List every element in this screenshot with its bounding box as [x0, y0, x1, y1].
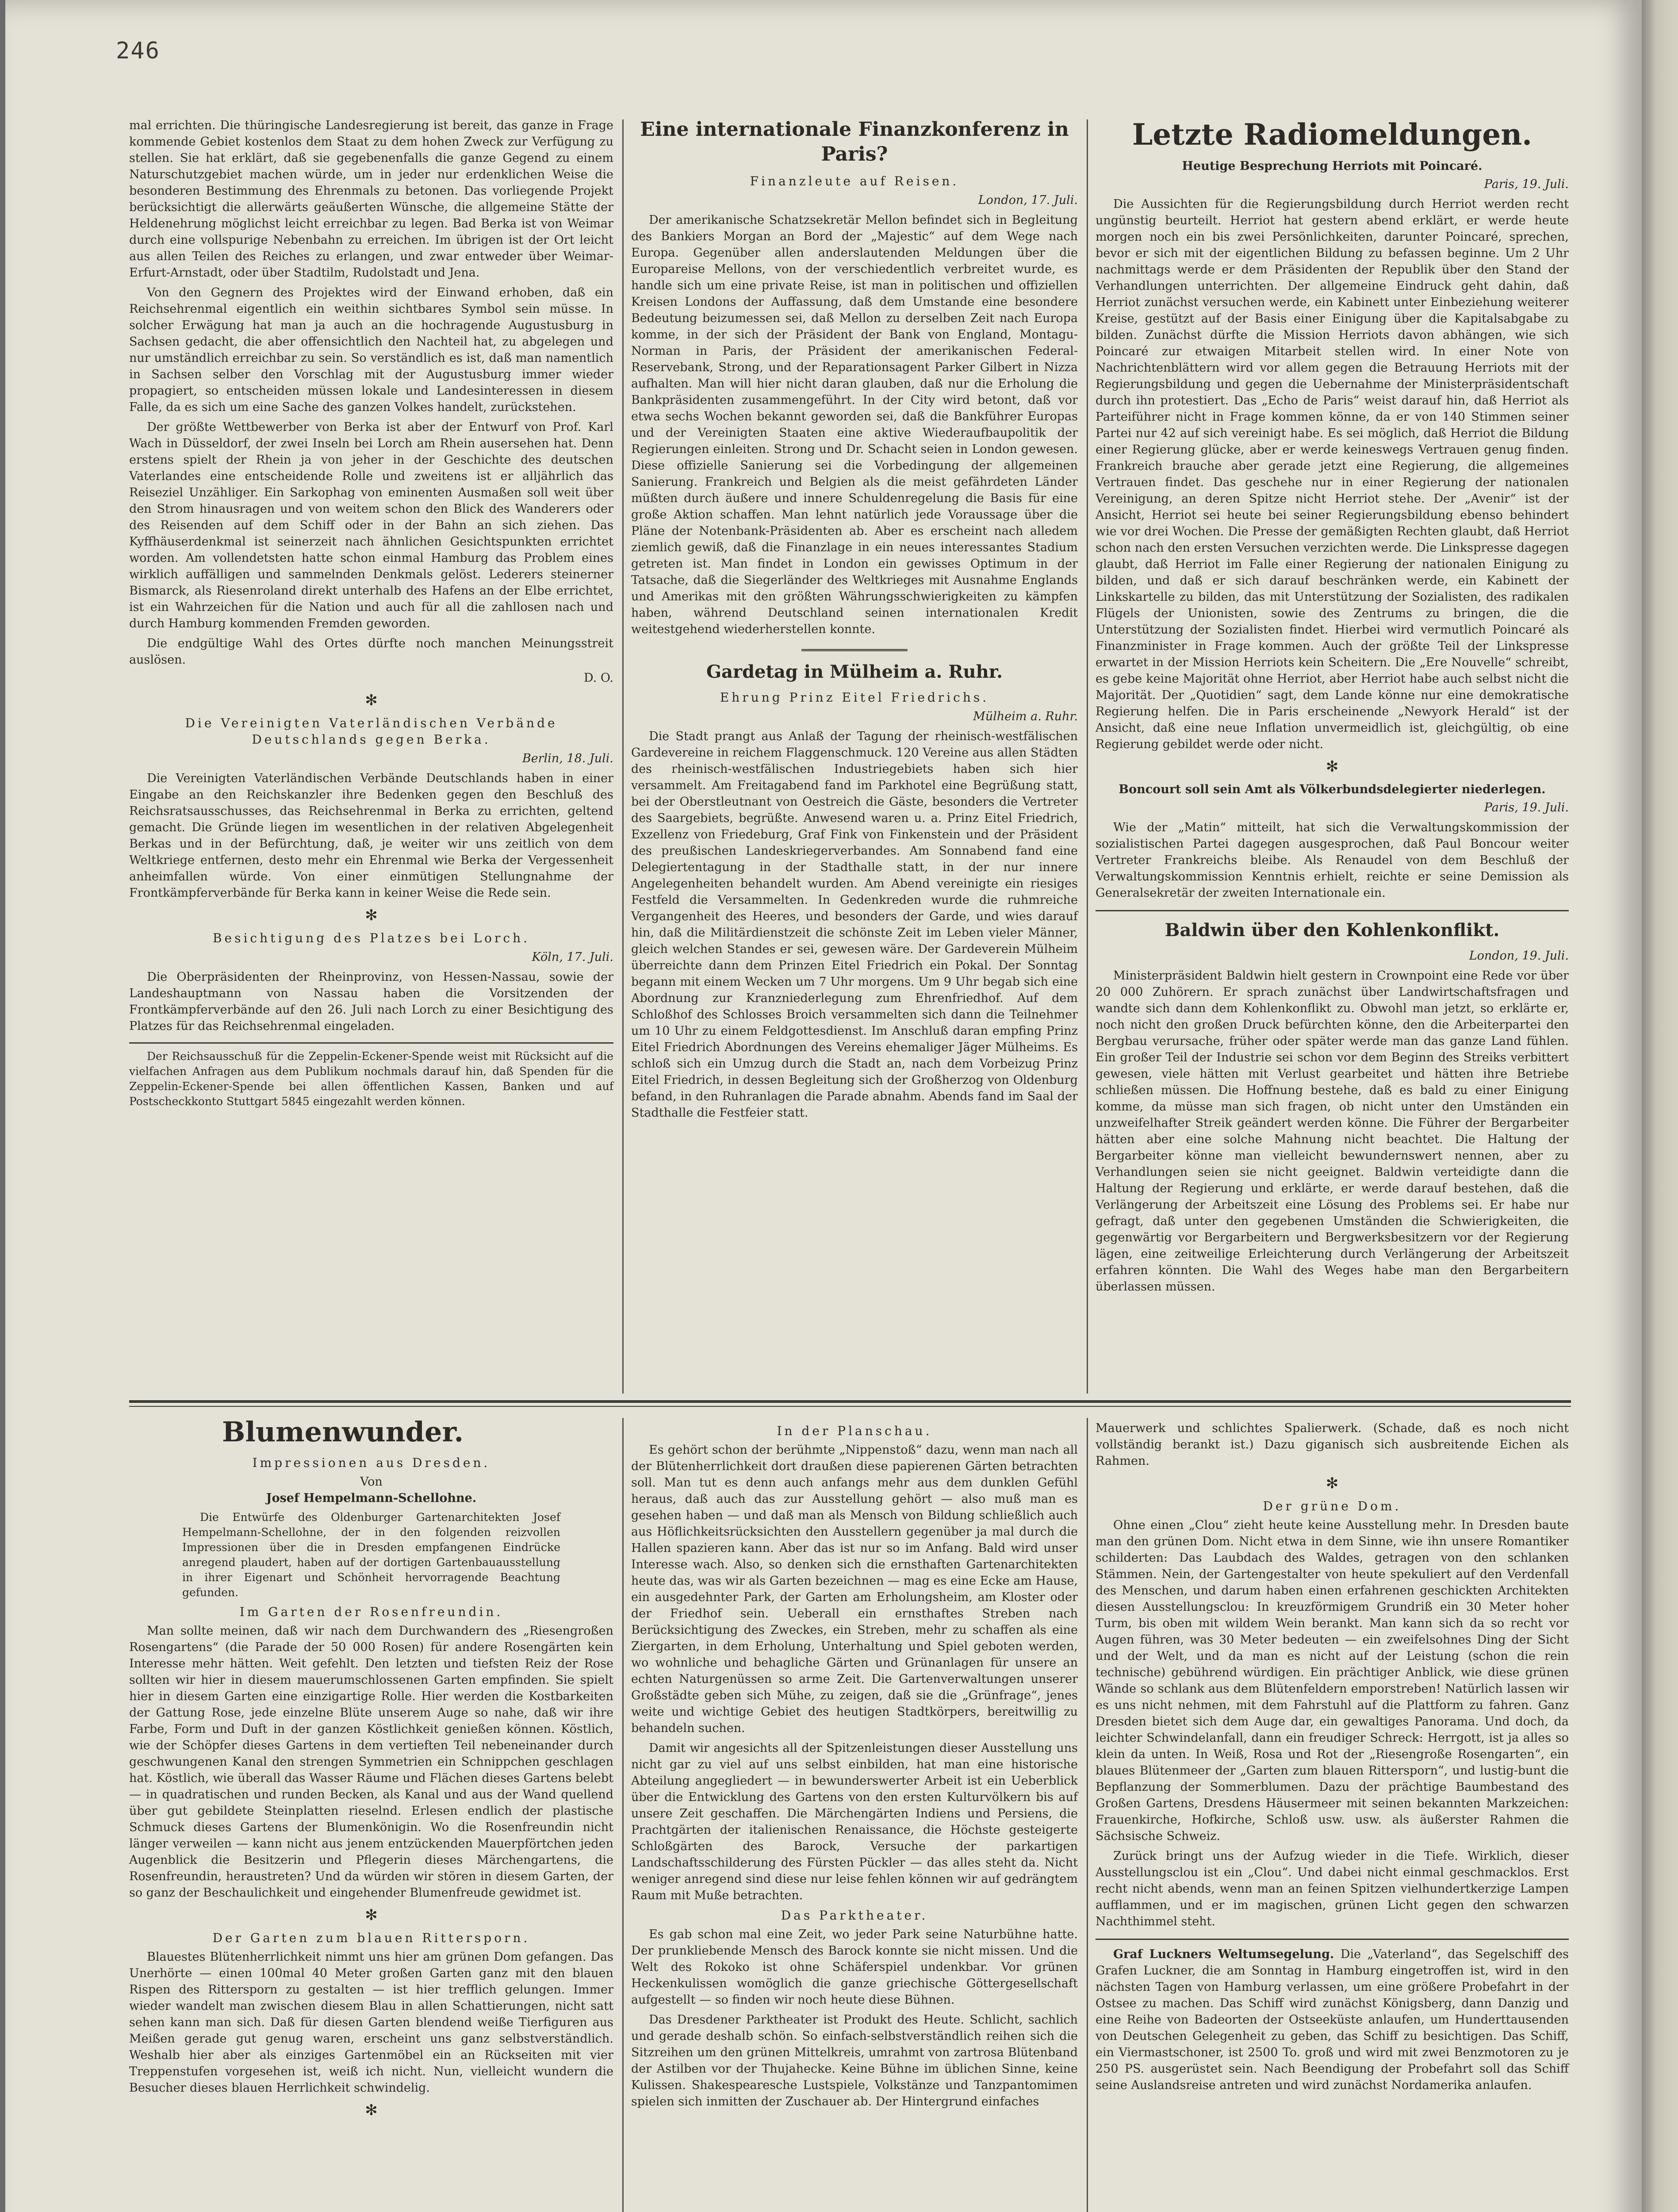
- subheadline: Boncourt soll sein Amt als Völkerbundsdelegierter niederlegen.: [1119, 783, 1546, 796]
- section-heading: Das Parktheater.: [781, 1908, 928, 1923]
- column-rule: [1087, 1418, 1088, 2212]
- paragraph: mal errichten. Die thüringische Landesregierung ist bereit, das ganze in Frage kommende Gebiet kostenlos dem Staat zu dem hohen Zweck zur Verfügung zu stellen. Sie hat erklärt, daß sie gegebenenfalls die ganze Gegend zu einem Naturschutzgebiet machen würde, um in jeder nur erdenklichen Weise die besonderen Bestimmung des Ehrenmals zu betonen. Das vorliegende Projekt berücksichtigt die allerwärts geäußerten Wünsche, die allgemeine Stätte der Heldenehrung möglichst leicht erreichbar zu legen. Bad Berka ist von Weimar durch eine vollspurige Nebenbahn zu erreichen. Im übrigen ist der Ort leicht aus allen Teilen des Reiches zu erlangen, und zwar entweder über Weimar-Erfurt-Arnstadt, oder über Stadtilm, Rudolstadt und Jena.: [129, 119, 613, 280]
- column-rule: [622, 119, 624, 1394]
- paragraph: Die Aussichten für die Regierungsbildung durch Herriot werden recht ungünstig beurteilt. Herriot hat gestern abend erklärt, er werde heute morgen noch ein bis zwei Persönlichkeiten, darunter Poincaré, sprechen, bevor er sich mit der eigentlichen Bildung zu befassen beginne. Um 2 Uhr nachmittags werde er dem Präsidenten der Republik über den Stand der Verhandlungen unterrichten. Der allgemeine Eindruck geht dahin, daß Herriot zunächst versuchen werde, ein Kabinett unter Einbeziehung weiterer Kreise, gestützt auf der Basis einer Einigung über die Kapitalsabgabe zu bilden. Zunächst dürfte die Mission Herriots davon abhängen, wie sich Poincaré zur etwaigen Mitarbeit stellen wird. In einer Note von Nachrichtenblättern wird vor allem gegen die Betrauung Herriots mit der Regierungsbildung und gegen die Uebernahme der Ministerpräsidentschaft durch ihn protestiert. Das „Echo de Paris“ weist darauf hin, daß Herriot als Parteiführer nicht in Frage kommen könne, da er von 140 Stimmen seiner Partei nur 42 auf sich vereinigt habe. Es sei möglich, daß Herriot die Bildung einer Regierung glücke, aber er werde keineswegs Vertrauen genug finden. Frankreich brauche aber gerade jetzt eine Regierung, die allgemeines Vertrauen findet. Das geschehe nur in einer Regierung der nationalen Vereinigung, an deren Spitze nicht Herriot stehe. Der „Avenir“ ist der Ansicht, Herriot sei heute bei seiner Regierungsbildung ebenso behindert wie vor drei Wochen. Die Presse der gemäßigten Rechten glaubt, daß Herriot schon nach den ersten Versuchen verzichten werde. Die Linkspresse dagegen glaubt, daß Herriot im Falle einer Regierung der nationalen Einigung zu bilden, und daß er sich darauf beschränken werde, ein Kabinett der Linkskartelle zu bilden, das mit Unterstützung der Sozialisten, des radikalen Flügels der Unionisten, sowie des Zentrums zu bringen, die die Unterstützung der Sozialisten findet. Hierbei wird vermutlich Poincaré als Finanzminister in Frage kommen. Auch der größte Teil der Linkspresse erwartet in der Mission Herriots kein Scheitern. Die „Ere Nouvelle“ schreibt, es gebe keine Majorität ohne Herriot, aber Herriot habe auch selbst nicht die Majorität. Der „Quotidien“ sagt, dem Lande könne nur eine demokratische Regierung helfen. Die in Paris erscheinende „Newyork Herald“ ist der Ansicht, daß eine neue Inflation unvermeidlich ist, gleichgültig, ob eine Regierung gebildet werde oder nicht.: [1096, 197, 1569, 751]
- dateline: Köln, 17. Juli.: [532, 950, 613, 964]
- intro: Die Entwürfe des Oldenburger Gartenarchitekten Josef Hempelmann-Schellohne, der in den folgenden reizvollen Impressionen über die in Dresden empfangenen Eindrücke anregend plaudert, haben auf der dortigen Gartenbauausstellung in ihrer Eigenart und Schönheit hervorragende Beachtung gefunden.: [182, 1511, 560, 1599]
- dateline: London, 19. Juli.: [1469, 949, 1569, 963]
- subheadline: Finanzleute auf Reisen.: [750, 174, 959, 188]
- separator-star: ✻: [1326, 758, 1339, 776]
- headline: Eine internationale Finanzkonferenz in Paris?: [640, 118, 1069, 165]
- section-heading: Besichtigung des Platzes bei Lorch.: [212, 931, 530, 945]
- column-3-top: [1096, 117, 1569, 1298]
- paragraph: Von den Gegnern des Projektes wird der Einwand erhoben, daß ein Reichsehrenmal eigentlich ein weithin sichtbares Symbol sein müsse. In solcher Erwägung hat man ja auch an die hochragende Augustusburg in Sachsen gedacht, die aber offensichtlich den Nachteil hat, zu abgelegen und nur umständlich erreichbar zu sein. So verständlich es ist, daß man namentlich in Sachsen selber den Vorschlag mit der Augustusburg immer wieder propagiert, so entscheiden müssen lokale und Landesinteressen in diesem Falle, da es sich um eine Sache des ganzen Volkes handelt, zurückstehen.: [129, 286, 613, 414]
- signature: D. O.: [584, 671, 613, 685]
- paragraph: Zurück bringt uns der Aufzug wieder in die Tiefe. Wirklich, dieser Ausstellungsclou ist ein „Clou“. Und dabei nicht einmal geschmacklos. Erst recht nicht abends, wenn man an feinen Spitzen vielhundertkerzige Lampen aufflammen, und er im magischen, grünen Licht gegen den schwarzen Nachthimmel steht.: [1096, 1849, 1569, 1928]
- newspaper-page: [5, 0, 1642, 2212]
- divider: [1096, 910, 1569, 911]
- subheadline: Impressionen aus Dresden.: [252, 1455, 490, 1470]
- paragraph: Wie der „Matin“ mitteilt, hat sich die Verwaltungskommission der sozialistischen Partei dagegen ausgesprochen, daß Paul Boncour weiter Vertreter Frankreichs bleibe. Als Renaudel von dem Beschluß der Verwaltungskommission Kenntnis erhielt, reichte er seine Demission als Generalsekretär der zweiten Internationale ein.: [1096, 821, 1569, 900]
- paragraph: Das Dresdener Parktheater ist Produkt des Heute. Schlicht, sachlich und gerade deshalb schön. So einfach-selbstverständlich reihen sich die Sitzreihen um den grünen Mittelkreis, umrahmt von zartrosa Blütenband der Astilben vor der Thujahecke. Keine Bühne im üblichen Sinne, keine Kulissen. Shakespearesche Lustspiele, Volkstänze und Tanzpantomimen spielen sich inmitten der Zuschauer ab. Der Hintergrund einfaches: [631, 2013, 1078, 2108]
- section-heading: In der Planschau.: [777, 1424, 932, 1438]
- section-heading: Graf Luckners Weltumsegelung.: [1113, 1947, 1334, 1961]
- feuilleton-rule: [129, 1400, 1571, 1403]
- column-2-top: [631, 117, 1078, 1125]
- paragraph: Es gehört schon der berühmte „Nippenstoß“ dazu, wenn man nach all der Blütenherrlichkeit dort draußen diese papierenen Gärten betrachten soll. Man tut es denn auch anfangs mehr aus dem dunklen Gefühl heraus, daß auch das zur Ausstellung gehört — also muß man es gesehen haben — und daß man als Mensch von Bildung schließlich auch aus Höflichkeitsrücksichten den Ausstellern gegenüber ja mal durch die Hallen spazieren kann. Aber das ist nur so im Anfang. Bald wird unser Interesse wach. Also, so denken sich die ernsthaften Gartenarchitekten heute das, was wir als Garten bezeichnen — mag es eine Ecke am Hause, ein ausgedehnter Park, der Garten am Erholungsheim, am Kloster oder der Friedhof sein. Ueberall ein ernsthaftes Streben nach Berücksichtigung des Zweckes, ein Streben, mehr zu schaffen als eine Ziergarten, in dem Erholung, Unterhaltung und Spiel geboten werden, wo wohnliche und behagliche Gärten und Grünanlagen für unsere an echten Naturgenüssen so arme Zeit. Die Gartenverwaltungen unserer Großstädte geben sich Mühe, zu zeigen, daß sie die „Grünfrage“, jenes weite und wichtige Gebiet des heutigen Stadtkörpers, bereitwillig zu behandeln suchen.: [631, 1443, 1078, 1735]
- column-1-top: [129, 117, 613, 1113]
- separator-star: ✻: [365, 2101, 378, 2119]
- separator-star: ✻: [365, 1906, 378, 1924]
- feuilleton-rule: [129, 1406, 1571, 1407]
- subheadline: Ehrung Prinz Eitel Friedrichs.: [720, 690, 989, 705]
- paragraph: Man sollte meinen, daß wir nach dem Durchwandern des „Riesengroßen Rosengartens“ (die Parade der 50 000 Rosen) für andere Rosengärten kein Interesse mehr hätten. Weit gefehlt. Den letzten und tiefsten Reiz der Rose sollten wir hier in diesem mauerumschlossenen Garten empfinden. Sie spielt hier in diesem Garten eine einzigartige Rolle. Hier werden die Kostbarkeiten der Gattung Rose, jede einzelne Blüte unserem Auge so nahe, daß wir ihre Farbe, Form und Duft in der ganzen Köstlichkeit genießen können. Köstlich, wie der Schöpfer dieses Gartens in dem vertieften Teil nebeneinander durch geschwungenen Kanal den strengen Symmetrien ein Schnippchen geschlagen hat. Köstlich, wie überall das Wasser Räume und Flächen dieses Gartens belebt — in quadratischen und runden Becken, als Kanal und aus der Wand quellend über gut gebildete Steinplatten rieselnd. Erlesen endlich der plastische Schmuck dieses Gartens der Blumenkönigin. Wo die Rosenfreundin nicht länger verweilen — kann nicht aus jenem entzückenden Mauerpförtchen jeden Augenblick die Besitzerin und Pflegerin dieses Märchengartens, die Rosenfreundin, heraustreten? Und da würden wir stören in diesem Garten, der so ganz der Beschaulichkeit und eingehender Blumenfreude gewidmet ist.: [129, 1624, 613, 1900]
- paragraph: Es gab schon mal eine Zeit, wo jeder Park seine Naturbühne hatte. Der prunkliebende Mensch des Barock konnte sie nicht missen. Und die Welt des Rokoko ist ohne Schäferspiel undenkbar. Vor grünen Heckenkulissen womöglich die ganze griechische Göttergesellschaft aufgestellt — so finden wir noch heute diese Bühnen.: [631, 1928, 1078, 2007]
- dateline: Berlin, 18. Juli.: [522, 752, 613, 765]
- byline: Von: [360, 1475, 383, 1489]
- subheadline: Heutige Besprechung Herriots mit Poincaré.: [1182, 159, 1483, 173]
- author: Josef Hempelmann-Schellohne.: [266, 1491, 477, 1505]
- column-rule: [1087, 119, 1088, 1394]
- section-heading: Der grüne Dom.: [1263, 1499, 1402, 1513]
- section-heading: Die Vereinigten Vaterländischen Verbände Deutschlands gegen Berka.: [185, 716, 558, 747]
- feuilleton-column-1: [129, 1416, 613, 2125]
- feuilleton-column-3: [1096, 1420, 1569, 2097]
- page-edge: [1642, 0, 1678, 2212]
- paragraph: Die Stadt prangt aus Anlaß der Tagung der rheinisch-westfälischen Gardevereine in reichem Flaggenschmuck. 120 Vereine aus allen Städten des rheinisch-westfälischen Industriegebiets haben sich hier versammelt. Am Freitagabend fand im Parkhotel eine Begrüßung statt, bei der Oberstleutnant von Oestreich die Gäste, besonders die Vertreter des Saargebiets, begrüßte. Anwesend waren u. a. Prinz Eitel Friedrich, Exzellenz von Friedeburg, Graf Fink von Finkenstein und der Präsident des preußischen Landeskriegerverbandes. Am Sonnabend fand eine Delegiertentagung in der Stadthalle statt, in der nur innere Angelegenheiten behandelt wurden. Am Abend vereinigte ein riesiges Festfeld die Versammelten. In Gedenkreden wurde die ruhmreiche Vergangenheit des Heeres, und besonders der Garde, und wies darauf hin, daß die Militärdienstzeit die schönste Zeit im Leben vieler Männer, gleich welchen Standes er sei, gewesen wäre. Der Gardeverein Mülheim überreichte dann dem Prinzen Eitel Friedrich ein Pokal. Der Sonntag begann mit einem Wecken um 7 Uhr morgens. Um 9 Uhr begab sich eine Abordnung zur Kranzniederlegung zum Ehrenfriedhof. Auf dem Schloßhof des Schlosses Broich versammelten sich dann die Teilnehmer um 10 Uhr zu einem Feldgottesdienst. Im Anschluß daran empfing Prinz Eitel Friedrich Abordnungen des Vereins ehemaliger Jäger Mülheims. Es schloß sich ein Umzug durch die Stadt an, nach dem Vorbeizug Prinz Eitel Friedrich, in dessen Begleitung sich der Großherzog von Oldenburg befand, in den Ruhranlagen die Parade abnahm. Abends fand im Saal der Stadthalle die Festfeier statt.: [631, 730, 1078, 1120]
- headline: Blumenwunder.: [222, 1416, 464, 1448]
- page-number: 246: [116, 38, 160, 64]
- separator-star: ✻: [365, 691, 378, 709]
- divider: [129, 1042, 613, 1044]
- note-paragraph: Der Reichsausschuß für die Zeppelin-Eckener-Spende weist mit Rücksicht auf die vielfachen Anfragen aus dem Publikum nochmals darauf hin, daß Spenden für die Zeppelin-Eckener-Spende bei allen öffentlichen Kassen, Banken und auf Postscheckkonto Stuttgart 5845 eingezahlt werden können.: [129, 1050, 613, 1108]
- dateline: Paris, 19. Juli.: [1484, 801, 1569, 814]
- paragraph: Damit wir angesichts all der Spitzenleistungen dieser Ausstellung uns nicht gar zu viel auf uns selbst einbilden, hat man eine historische Abteilung angegliedert — in bewunderswerter Arbeit ist ein Ueberblick über die Entwicklung des Gartens von den ersten Kulturvölkern bis auf unsere Zeit geschaffen. Die Märchengärten Indiens und Persiens, die Prachtgärten der italienischen Renaissance, die Höchste gesteigerte Schloßgärten des Barock, Versuche der parkartigen Landschaftsschilderung des Fürsten Pückler — das alles steht da. Nicht weniger anregend sind diese nur leise fehlen können wir auf gedrängtem Raum mit Muße betrachten.: [631, 1741, 1078, 1902]
- headline: Gardetag in Mülheim a. Ruhr.: [706, 661, 1003, 682]
- paragraph: Der amerikanische Schatzsekretär Mellon befindet sich in Begleitung des Bankiers Morgan an Bord der „Majestic“ auf dem Wege nach Europa. Gegenüber allen anderslautenden Meldungen über die Europareise Mellons, von der verschiedentlich verbreitet wurde, es handle sich um eine private Reise, ist man in politischen und offiziellen Kreisen Londons der Auffassung, daß dem Umstande eine besondere Bedeutung beizumessen sei, daß Mellon zu derselben Zeit nach Europa komme, in der sich der Präsident der Bank von England, Montagu-Norman in Paris, der Präsident der amerikanischen Federal-Reservebank, Strong, und der Reparationsagent Parker Gilbert in Nizza aufhalten. Man will hier nicht daran glauben, daß nur die Erholung die Bankpräsidenten zusammengeführt. In der City wird betont, daß vor etwa sechs Wochen bekannt geworden sei, daß die Bankführer Europas und der Vereinigten Staaten eine aktive Wiederaufbaupolitik der Regierungen einleiten. Strong und Dr. Schacht seien in London gewesen. Diese offizielle Sanierung sei die Vorbedingung der allgemeinen Sanierung. Frankreich und Belgien als die meist gefährdeten Länder müßten durch äußere und innere Schuldenregelung die Basis für eine große Aktion schaffen. Man lehnt natürlich jede Voraussage über die Pläne der Notenbank-Präsidenten ab. Aber es erscheint nach alledem ziemlich gewiß, daß die Finanzlage in ein neues interessantes Stadium getreten ist. Man findet in London ein gewisses Optimum in der Tatsache, daß die Siegerländer des Weltkrieges mit Ausnahme Englands und Amerikas mit den größten Währungsschwierigkeiten zu kämpfen haben, während Deutschland seinen internationalen Kredit weitestgehend wiederherstellen konnte.: [631, 213, 1078, 636]
- dateline: London, 17. Juli.: [978, 193, 1078, 207]
- paragraph: Ohne einen „Clou“ zieht heute keine Ausstellung mehr. In Dresden baute man den grünen Dom. Nicht etwa in dem Sinne, wie ihn unsere Romantiker schilderten: Das Laubdach des Waldes, getragen von den schlanken Stämmen. Nein, der Gartengestalter von heute spekuliert auf den Verdenfall des Menschen, und darum haben einen erfahrenen geschickten Architekten diesen Ausstellungsclou: In kreuzförmigem Grundriß ein 30 Meter hoher Turm, bis oben mit wildem Wein berankt. Man kann sich da so recht vor Augen führen, was 30 Meter bedeuten — ein zweifelsohnes Ding der Sicht und der Welt, und da man es nicht auf der Leistung (schon die rein technische) gebührend würdigen. Ein prächtiger Anblick, wie diese grünen Wände so schlank aus dem Blütenfeldern emporstreben! Natürlich lassen wir es uns nicht nehmen, mit dem Fahrstuhl auf die Plattform zu fahren. Ganz Dresden bietet sich dem Auge dar, ein gewaltiges Panorama. Und doch, da leichter Schwindelanfall, dann ein freudiger Schreck: Herrgott, ist ja alles so klein da unten. In Weiß, Rosa und Rot der „Riesengroße Rosengarten“, ein blaues Blütenmeer der „Garten zum blauen Rittersporn“, und lustig-bunt die Bepflanzung der Sommerblumen. Dazu der prächtige Baumbestand des Großen Gartens, Dresdens Häusermeer mit seinen bekannten Markzeichen: Frauenkirche, Hofkirche, Schloß usw. usw. als äußerster Rahmen die Sächsische Schweiz.: [1096, 1518, 1569, 1843]
- paragraph: Der größte Wettbewerber von Berka ist aber der Entwurf von Prof. Karl Wach in Düsseldorf, der zwei Inseln bei Lorch am Rhein ausersehen hat. Denn erstens spielt der Rhein ja von jeher in der Geschichte des deutschen Vaterlandes eine entscheidende Rolle und zweitens ist er alljährlich das Reiseziel Unzähliger. Ein Sarkophag von eminenten Ausmaßen soll weit über den Strom hinausragen und von weitem schon den Blick des Wanderers oder des Reisenden auf dem Schiff oder in der Bahn an sich ziehen. Das Kyffhäuserdenkmal ist seinerzeit nach ähnlichen Gesichtspunkten errichtet worden. Am vollendetsten hatte schon einmal Hamburg das Problem eines wirklich auffälligen und sammelnden Denkmals gelöst. Lederers steinerner Bismarck, als Riesenroland direkt unterhalb des Hafens an der Elbe errichtet, ist ein Wahrzeichen für die Nation und auch für all die zahllosen nach und durch Hamburg kommenden Fremden geworden.: [129, 420, 613, 630]
- divider: [1096, 1939, 1569, 1940]
- dateline: Mülheim a. Ruhr.: [973, 710, 1078, 723]
- paragraph: Die Oberpräsidenten der Rheinprovinz, von Hessen-Nassau, sowie der Landeshauptmann von Nassau haben die Vorsitzenden der Frontkämpferverbände auf den 26. Juli nach Lorch zu einer Besichtigung des Platzes für das Reichsehrenmal eingeladen.: [129, 970, 613, 1033]
- paragraph: [1096, 1946, 1569, 2093]
- divider: [801, 649, 908, 651]
- paragraph: Mauerwerk und schlichtes Spalierwerk. (Schade, daß es noch nicht vollständig berankt ist.) Dazu giganisch sich ausbreitende Eichen als Rahmen.: [1096, 1421, 1569, 1468]
- headline: Baldwin über den Kohlenkonflikt.: [1165, 920, 1500, 941]
- paragraph: Ministerpräsident Baldwin hielt gestern in Crownpoint eine Rede vor über 20 000 Zuhörern. Er sprach zunächst über Landwirtschaftsfragen und wandte sich dann dem Kohlenkonflikt zu. Obwohl man jetzt, so erklärte er, noch nicht den großen Druck befürchten könne, den die Arbeiterpartei den Bergbau verursache, früher oder später werde man das ganze Land fühlen. Ein großer Teil der Industrie sei schon vor dem Beginn des Streiks verbittert gewesen, viele hätten mit Verlust gearbeitet und hätten ihre Betriebe schließen müssen. Die Hoffnung bestehe, daß es bald zu einer Einigung komme, da müsse man sich fragen, ob nicht unter den Umständen ein unzweifelhafter Streik geändert werden könne. Die Führer der Bergarbeiter hätten aber eine solche Mahnung nicht beachtet. Die Haltung der Bergarbeiter könne man vielleicht bewundernswert nennen, aber zu Verhandlungen seien sie nicht geeignet. Baldwin verteidigte dann die Haltung der Regierung und erklärte, er werde darauf bestehen, daß die Verlängerung der Arbeitszeit eine Lösung des Problems sei. Er habe nur gefragt, daß unter den gegebenen Umständen die Schwierigkeiten, die gegenwärtig vor Bergarbeitern und Bergwerksbesitzern vor der Regierung lägen, eine zeitweilige Erleichterung durch Verlängerung der Arbeitszeit erfahren könnten. Die Wahl des Weges habe man den Bergarbeitern überlassen müssen.: [1096, 969, 1569, 1294]
- paragraph: Blauestes Blütenherrlichkeit nimmt uns hier am grünen Dom gefangen. Das Unerhörte — einen 100mal 40 Meter großen Garten ganz mit den blauen Rispen des Rittersporn zu gestalten — ist hier trefflich gelungen. Immer wieder wandelt man zwischen diesem Blau in allen Schattierungen, nicht satt sehen kann man sich. Daß für diesen Garten blendend weiße Tierfiguren aus Meißen gerade gut genug waren, erscheint uns ganz selbstverständlich. Weshalb hier aber als einziges Gartenmöbel ein an Rückseiten mit vier Treppenstufen vorgesehen ist, weiß ich nicht. Nun, vielleicht wundern die Besucher dieses blauen Herrlichkeit schwindelig.: [129, 1950, 613, 2095]
- separator-star: ✻: [1326, 1475, 1339, 1492]
- column-rule: [622, 1418, 624, 2212]
- paragraph-text: Die „Vaterland“, das Segelschiff des Grafen Luckner, die am Sonntag in Hamburg eingetroffen ist, wird in den nächsten Tagen von Hamburg verlassen, um eine größere Probefahrt in der Ostsee zu machen. Das Schiff wird zunächst Königsberg, dann Danzig und eine Reihe von Badeorten der Ostseeküste anlaufen, um Hunderttausenden von Deutschen Gelegenheit zu geben, das Schiff zu besichtigen. Das Schiff, ein Viermastschoner, ist 2500 To. groß und wird mit zwei Benzmotoren zu je 250 PS. ausgerüstet sein. Nach Beendigung der Probefahrt soll das Schiff seine Auslandsreise antreten und wird zunächst Nordamerika anlaufen.: [1096, 1947, 1569, 2092]
- paragraph: Die Vereinigten Vaterländischen Verbände Deutschlands haben in einer Eingabe an den Reichskanzler ihre Bedenken gegen den Beschluß des Reichsratsausschusses, das Reichsehrenmal in Berka zu errichten, geltend gemacht. Die Gründe liegen im wesentlichen in der relativen Abgelegenheit Berkas und in der Befürchtung, daß, je weiter wir uns zeitlich von dem Weltkriege entfernen, desto mehr ein Ehrenmal wie Berka der Vergessenheit anheimfallen würde. Von einer einmütigen Stellungnahme der Frontkämpferverbände für Berka kann in keiner Weise die Rede sein.: [129, 772, 613, 900]
- dateline: Paris, 19. Juli.: [1484, 177, 1569, 191]
- paragraph: Die endgültige Wahl des Ortes dürfte noch manchen Meinungsstreit auslösen.: [129, 637, 613, 667]
- headline: Letzte Radiomeldungen.: [1132, 117, 1532, 152]
- feuilleton-column-2: [631, 1420, 1078, 2113]
- section-heading: Der Garten zum blauen Rittersporn.: [212, 1931, 530, 1945]
- separator-star: ✻: [365, 906, 378, 924]
- section-heading: Im Garten der Rosenfreundin.: [239, 1605, 503, 1619]
